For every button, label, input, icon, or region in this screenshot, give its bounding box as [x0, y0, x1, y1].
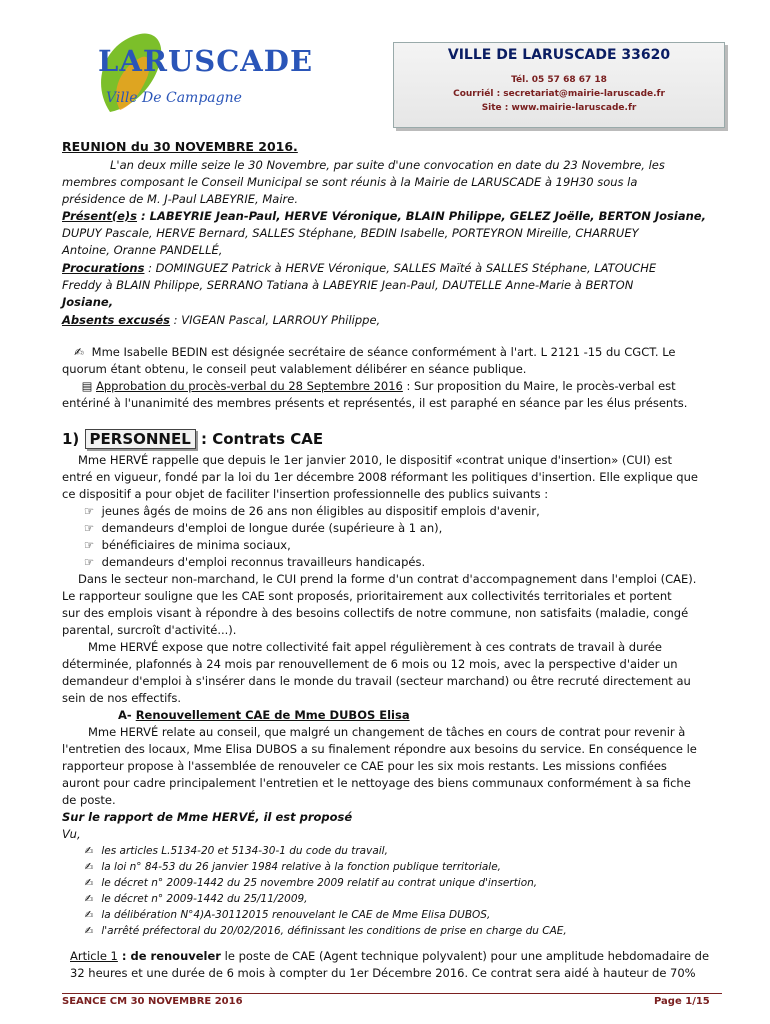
absent-label: Absents excusés [62, 313, 171, 327]
finger-icon: ☞ [83, 504, 95, 518]
header-site: Site : www.mairie-laruscade.fr [481, 103, 637, 113]
personnel-box: PERSONNEL [85, 429, 196, 449]
secretary-line-1: ✍ Mme Isabelle BEDIN est désignée secrétaire de séance conformément à l'art. L 2121 -15 du CGCT. Le [70, 344, 675, 361]
a-line-4: auront pour cadre principalement l'entretien et le nettoyage des biens communaux conformément à sa fiche [62, 776, 691, 790]
proc-line-2: Freddy à BLAIN Philippe, SERRANO Tatiana à LABEYRIE Jean-Paul, DAUTELLE Anne-Marie à BERTON [62, 278, 634, 292]
intro-line-1: L'an deux mille seize le 30 Novembre, par suite d'une convocation en date du 23 Novembre, les [110, 158, 665, 172]
intro-line-3: présidence de M. J-Paul LABEYRIE, Maire. [62, 192, 298, 206]
hand-icon: ✍ [84, 925, 94, 937]
article-1-line-1: Article 1 : de renouveler le poste de CAE (Agent technique polyvalent) pour une amplitude hebdomadaire de [70, 949, 710, 963]
logo-title: LARUSCADE [98, 44, 314, 78]
p1-line-2: entré en vigueur, fondé par la loi du 1er décembre 2008 réformant les politiques d'insertion. Elle explique que [62, 470, 698, 484]
present-line-3: Antoine, Oranne PANDELLÉ, [62, 243, 223, 257]
approval-line-1: ▤ Approbation du procès-verbal du 28 Septembre 2016 : Sur proposition du Maire, le procès-verbal est [78, 378, 676, 395]
p2-line-1: Dans le secteur non-marchand, le CUI prend la forme d'un contrat d'accompagnement dans l'emploi (CAE). [78, 572, 697, 586]
footer-page-number: Page 1/15 [654, 996, 710, 1007]
finger-icon: ☞ [83, 555, 95, 569]
subsection-a-heading: A- Renouvellement CAE de Mme DUBOS Elisa [118, 708, 410, 722]
proc-label: Procurations [62, 261, 145, 275]
approval-link: Approbation du procès-verbal du 28 Septembre 2016 [96, 379, 403, 393]
proc-line-1: Procurations : DOMINGUEZ Patrick à HERVE Véronique, SALLES Maïté à SALLES Stéphane, LATOUCHE [62, 261, 657, 275]
p3-line-2: déterminée, plafonnés à 24 mois par renouvellement de 6 mois ou 12 mois, avec la perspective d'aider un [62, 657, 678, 671]
present-label: Présent(e)s [62, 209, 138, 223]
ref-3: ✍ le décret n° 2009-1442 du 25 novembre 2009 relatif au contrat unique d'insertion, [80, 875, 537, 891]
vu: Vu, [62, 827, 81, 841]
p3-line-4: sein de nos effectifs. [62, 691, 182, 705]
ref-2: ✍ la loi n° 84-53 du 26 janvier 1984 relative à la fonction publique territoriale, [80, 859, 501, 875]
meeting-title: REUNION du 30 NOVEMBRE 2016. [62, 139, 298, 154]
p1-line-3: ce dispositif a pour objet de faciliter l'insertion professionnelle des publics suivants : [62, 487, 549, 501]
finger-icon: ☞ [83, 521, 95, 535]
pen-icon: ✍ [74, 345, 84, 359]
bullet-2: ☞ demandeurs d'emploi de longue durée (supérieure à 1 an), [80, 520, 442, 537]
section-1-heading: 1) PERSONNEL : Contrats CAE [62, 430, 324, 448]
book-icon: ▤ [81, 379, 93, 393]
ref-4: ✍ le décret n° 2009-1442 du 25/11/2009, [80, 891, 308, 907]
header-title: VILLE DE LARUSCADE 33620 [447, 47, 671, 63]
a-line-1: Mme HERVÉ relate au conseil, que malgré un changement de tâches en cours de contrat pour revenir à [88, 725, 686, 739]
article-1-line-2: 32 heures et une durée de 6 mois à compter du 1er Décembre 2016. Ce contrat sera aidé à hauteur de 70% [70, 966, 696, 980]
p2-line-2: Le rapporteur souligne que les CAE sont proposés, prioritairement aux collectivités territoriales et portent [62, 589, 672, 603]
header-mail: Courriél : secretariat@mairie-laruscade.fr [453, 89, 665, 99]
hand-icon: ✍ [84, 909, 94, 921]
hand-icon: ✍ [84, 845, 94, 857]
a-line-2: l'entretien des locaux, Mme Elisa DUBOS a su finalement répondre aux besoins du service. En conséquence le [62, 742, 697, 756]
approval-line-2: entériné à l'unanimité des membres présents et représentés, il est paraphé en séance par les élus présents. [62, 396, 688, 410]
a-line-3: rapporteur propose à l'assemblée de renouveler ce CAE pour les six mois restants. Les missions confiées [62, 759, 667, 773]
article-1-label: Article 1 [70, 949, 118, 963]
header-box [393, 42, 725, 128]
ref-6: ✍ l'arrêté préfectoral du 20/02/2016, définissant les conditions de prise en charge du CAE, [80, 923, 567, 939]
p1-line-1: Mme HERVÉ rappelle que depuis le 1er janvier 2010, le dispositif «contrat unique d'insertion» (CUI) est [78, 453, 672, 467]
hand-icon: ✍ [84, 861, 94, 873]
footer-session: SEANCE CM 30 NOVEMBRE 2016 [62, 996, 243, 1007]
finger-icon: ☞ [83, 538, 95, 552]
p2-line-4: parental, surcroît d'activité...). [62, 623, 237, 637]
bullet-3: ☞ bénéficiaires de minima sociaux, [80, 537, 291, 554]
logo-subtitle: Ville De Campagne [106, 90, 242, 106]
hand-icon: ✍ [84, 877, 94, 889]
absent-line: Absents excusés : VIGEAN Pascal, LARROUY Philippe, [62, 313, 381, 327]
intro-line-2: membres composant le Conseil Municipal se sont réunis à la Mairie de LARUSCADE à 19H30 sous la [62, 175, 638, 189]
p3-line-3: demandeur d'emploi à s'insérer dans le monde du travail (secteur marchand) ou être recruté directement au [62, 674, 691, 688]
logo [80, 22, 314, 132]
ref-5: ✍ la délibération N°4)A-30112015 renouvelant le CAE de Mme Elisa DUBOS, [80, 907, 490, 923]
ref-1: ✍ les articles L.5134-20 et 5134-30-1 du code du travail, [80, 843, 388, 859]
a-line-5: de poste. [62, 793, 116, 807]
p3-line-1: Mme HERVÉ expose que notre collectivité fait appel régulièrement à ces contrats de travail à durée [88, 640, 662, 654]
proposal: Sur le rapport de Mme HERVÉ, il est proposé [62, 810, 353, 824]
present-line-2: DUPUY Pascale, HERVE Bernard, SALLES Stéphane, BEDIN Isabelle, PORTEYRON Mireille, CHARRUEY [62, 226, 639, 240]
bullet-1: ☞ jeunes âgés de moins de 26 ans non éligibles au dispositif emplois d'avenir, [80, 503, 540, 520]
secretary-line-2: quorum étant obtenu, le conseil peut valablement délibérer en séance publique. [62, 362, 527, 376]
footer-divider [62, 993, 722, 994]
proc-line-3: Josiane, [62, 295, 114, 309]
present-line-1: Présent(e)s : LABEYRIE Jean-Paul, HERVE Véronique, BLAIN Philippe, GELEZ Joëlle, BERTON Josiane, [62, 209, 706, 223]
hand-icon: ✍ [84, 893, 94, 905]
bullet-4: ☞ demandeurs d'emploi reconnus travailleurs handicapés. [80, 554, 425, 571]
header-tel: Tél. 05 57 68 67 18 [511, 75, 607, 85]
p2-line-3: sur des emplois visant à répondre à des besoins collectifs de notre commune, non satisfaits (maladie, congé [62, 606, 689, 620]
